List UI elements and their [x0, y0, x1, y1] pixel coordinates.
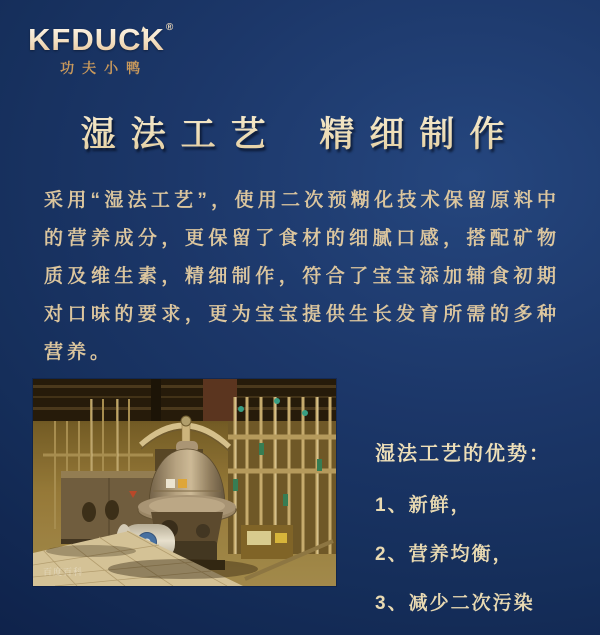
advantage-item-1: 1、新鲜，	[375, 495, 472, 516]
brand-logo	[28, 24, 172, 78]
photo-watermark: 百度百科	[43, 567, 84, 577]
advantages-heading: 湿法工艺的优势：	[375, 443, 551, 465]
factory-photo-illustration	[33, 379, 336, 586]
brand-logo-text: KFDUCK	[28, 22, 165, 57]
intro-paragraph: 采用“湿法工艺”，使用二次预糊化技术保留原料中的营养成分，更保留了食材的细腻口感，搭配矿物质及维生素，精细制作，符合了宝宝添加辅食初期对口味的要求，更为宝宝提供生长发育所需的多种营养。	[44, 190, 560, 363]
brand-subtext: 功夫小鸭	[60, 60, 149, 76]
advantage-item-3: 3、减少二次污染	[375, 593, 535, 614]
page-title: 湿法工艺 精细制作	[0, 107, 600, 157]
advantage-item-2: 2、营养均衡，	[375, 544, 514, 565]
brand-logo-row	[28, 24, 172, 55]
photo-warm-overlay	[33, 379, 336, 586]
registered-trademark: ®	[165, 22, 174, 33]
factory-photo	[33, 379, 336, 586]
advantages-panel	[375, 437, 585, 635]
